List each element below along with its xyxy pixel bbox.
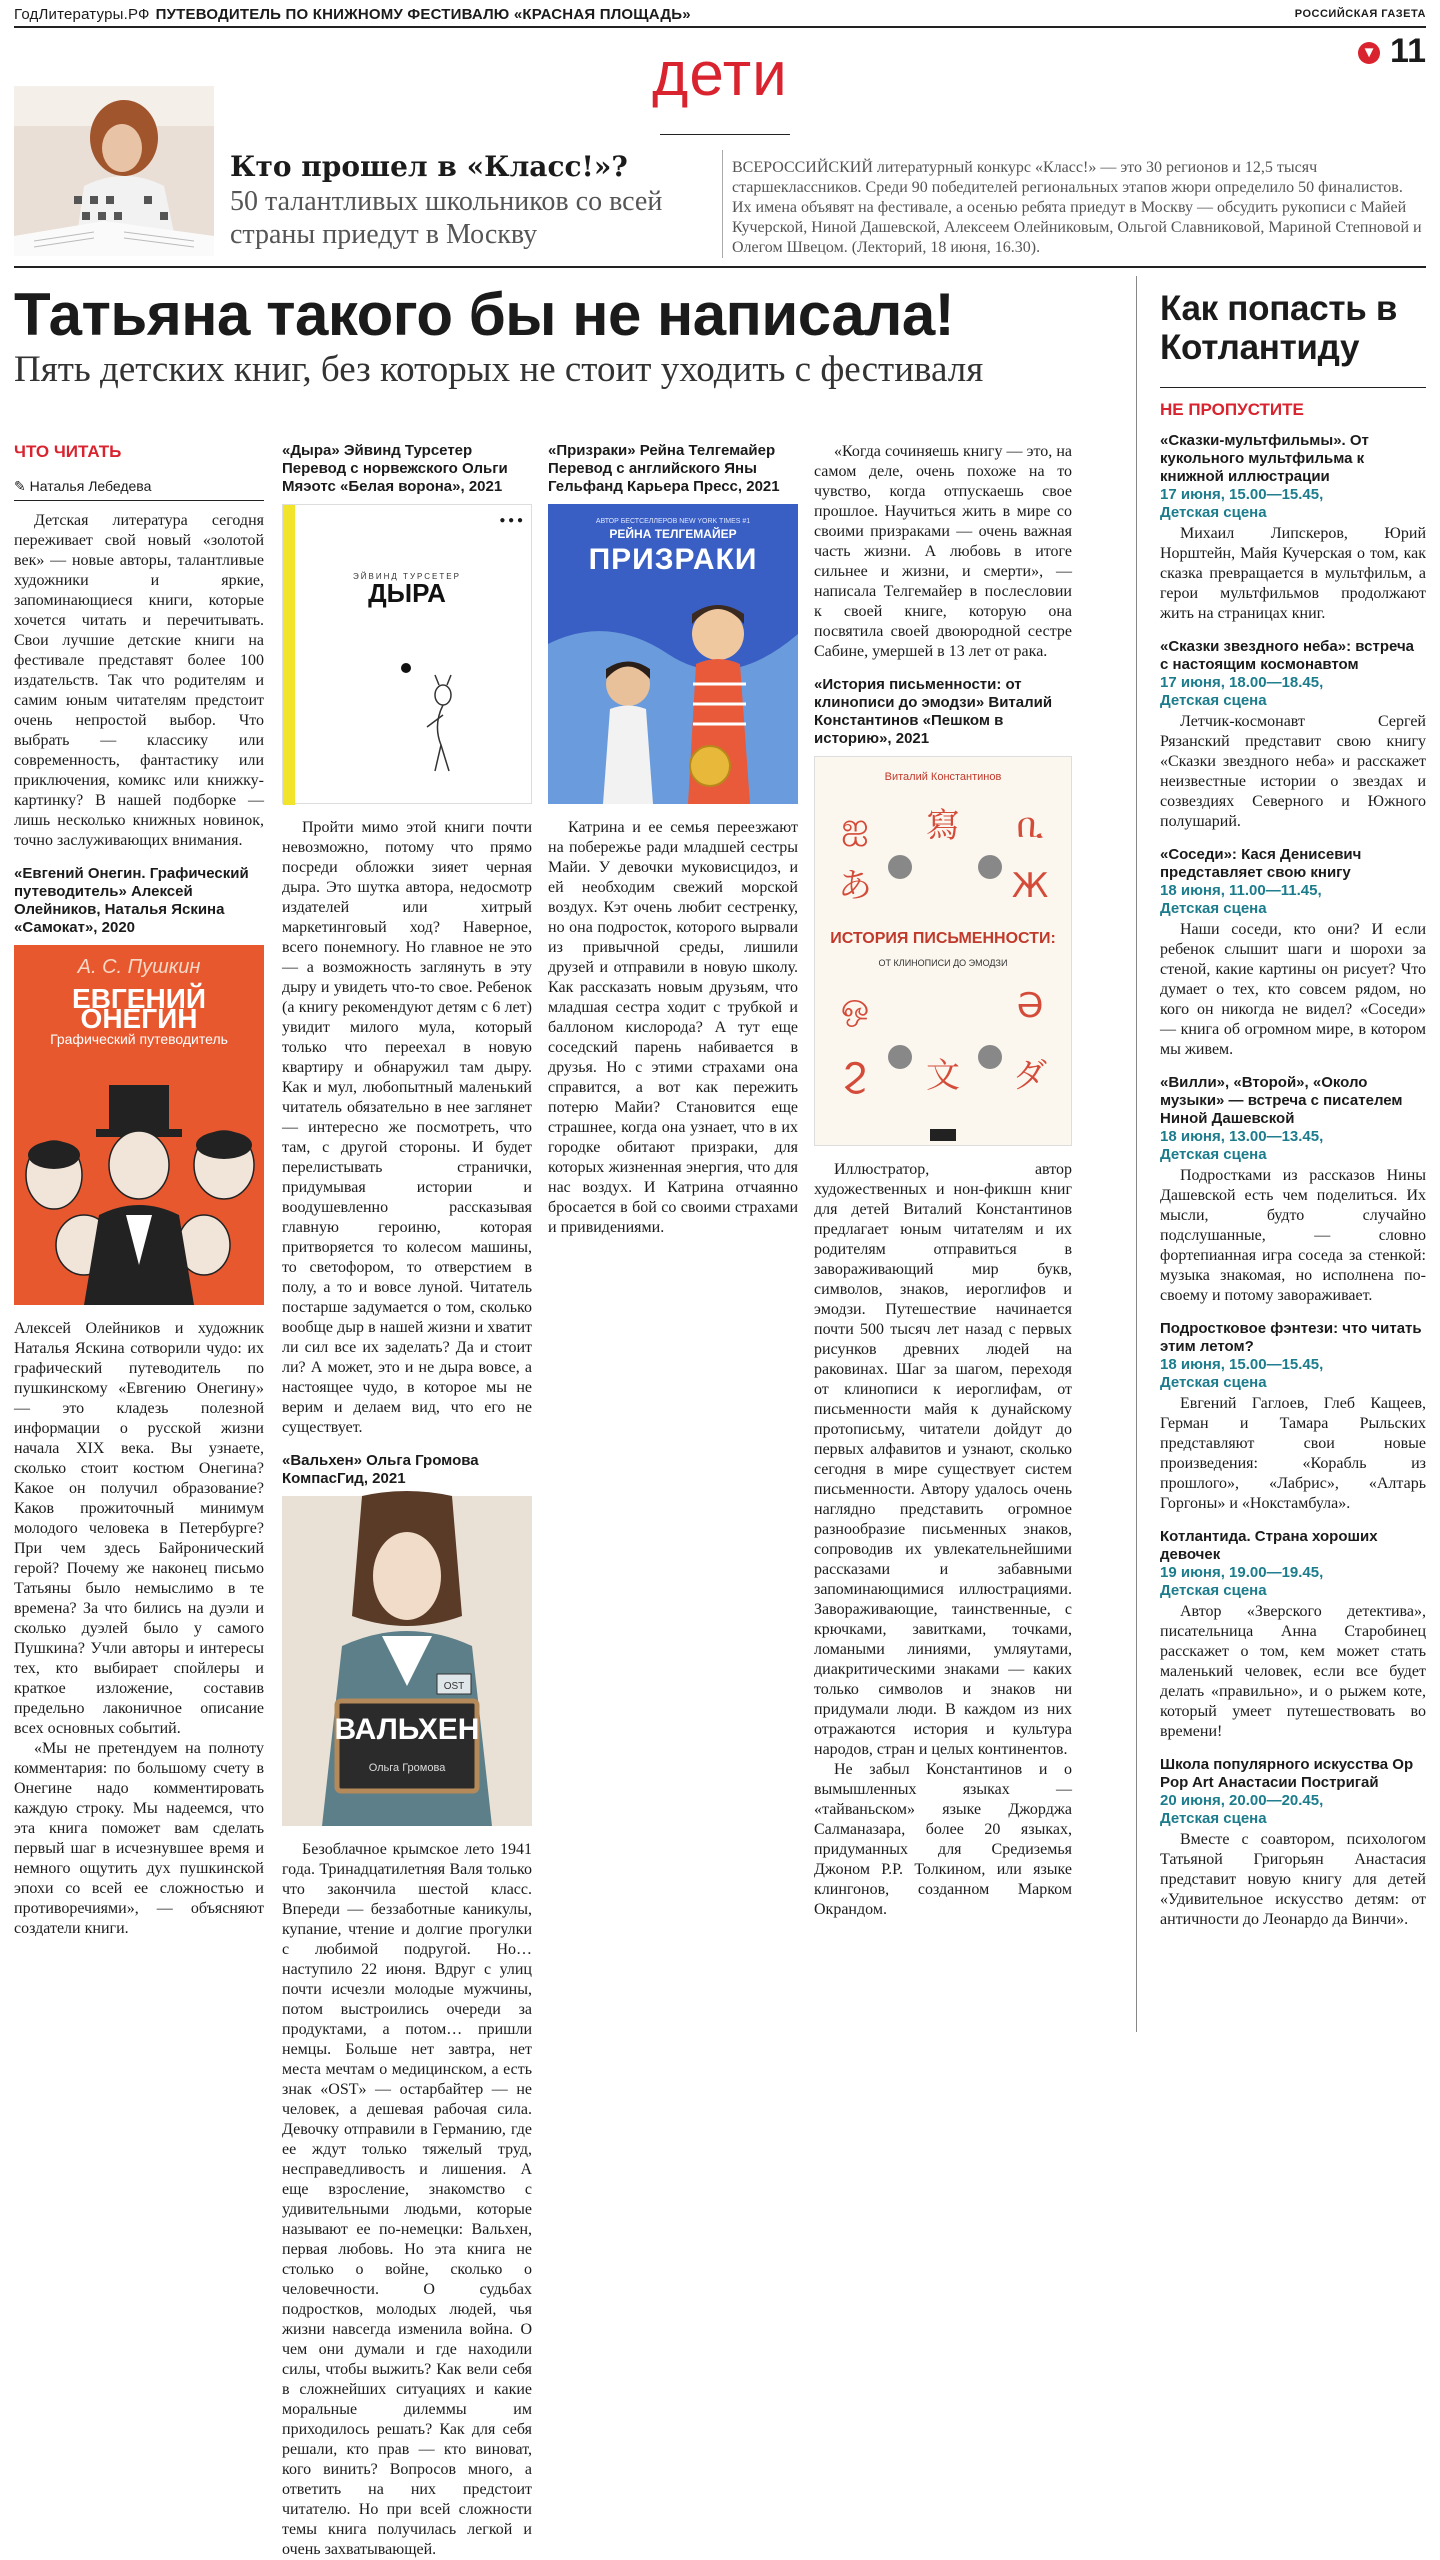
event-venue: Детская сцена [1160,504,1267,521]
pen-icon: ✎ [14,478,30,494]
sidebar-divider [1136,276,1137,2032]
book1-cover-subtitle: Графический путеводитель [50,1031,228,1047]
book5-illustration [815,757,1073,1147]
event-title: Школа популярного искусства Op Pop Art Анастасии Постригай [1160,1756,1414,1791]
event-venue: Детская сцена [1160,900,1267,917]
svg-text:ஐ: ஐ [841,806,869,846]
book2-hole [401,663,411,673]
article-kicker: ЧТО ЧИТАТЬ [14,442,122,461]
event-description: Вместе с соавтором, психологом Татьяной Григорьян Анастасия представит новую книгу для детей «Удивительное искусство детям: от античности до Леонардо да Винчи». [1160,1831,1426,1928]
event-item [1160,1528,1426,1742]
book1-cover-author: А. С. Пушкин [77,956,201,978]
svg-text:文: 文 [926,1056,960,1096]
article-author: ✎ Наталья Лебедева [14,476,264,501]
section-title: дети [652,40,788,109]
event-item [1160,432,1426,624]
book4-cover-top: АВТОР БЕСТСЕЛЛЕРОВ NEW YORK TIMES #1 [595,518,751,525]
event-time: 18 июня, 13.00—13.45, [1160,1128,1324,1145]
book5-review: Иллюстратор, автор художественных и нон-фикшн книг для детей Виталий Константинов предлагает юным читателям и их родителям отправиться в завораживающий мир букв, символов, знаков, иероглифов и эмодзи. Путешествие начинается почти 500 тысяч лет назад с первых рисунков древних людей на раковинах. Шаг за шагом, переходя от клинописи к иероглифам, от письменности майя к дунайскому протописьму, читатели дойдут до первых алфавитов и узнают, сколько сегодня в мире существует систем письменности. Автору удалось очень наглядно представить огромное разнообразие письменных знаков, сопроводив их увлекательнейшими рассказами и забавными запоминающимися иллюстрациями. Завораживающие, таинственные, с крючками, завитками, точками, ломаными линиями, умляутами, диакритическими знаками — каких только символов и знаков ни придумали люди. В каждом из них отражаются история и культура народов, стран и целых континентов. [814,1161,1072,1758]
event-title: «Соседи»: Кася Денисевич представляет свою книгу [1160,846,1362,881]
event-title: «Сказки звездного неба»: встреча с настоящим космонавтом [1160,638,1414,673]
sidebar-title: Как попасть в Котлантиду [1160,289,1398,367]
article-intro: Детская литература сегодня переживает свой новый «золотой век» — новые авторы, талантливые художники и яркие, запоминающиеся книги, которые хочется читать и перечитывать. Свои лучшие детские книги на фестивале представят более 100 издательств. Так что родителям и самим юным читателям предстоит очень непростой выбор. Что выбрать — классику или современность, фантастику или приключения, комикс или книжку-картинку? В нашей подборке — лишь несколько книжных новинок, точно заслуживающих внимания. [14,512,264,849]
subheadline: Пять детских книг, без которых не стоит уходить с фестиваля [14,349,984,390]
page-number: ▼ 11 [1358,32,1426,71]
sidebar [1160,290,1426,1944]
svg-text:寫: 寫 [926,806,960,846]
book1-cover [14,945,264,1305]
ost-badge-text: OST [443,1681,465,1692]
event-time: 18 июня, 15.00—15.45, [1160,1356,1324,1373]
book4-cover-author: РЕЙНА ТЕЛГЕМАЙЕР [609,527,737,541]
event-description: Михаил Липскеров, Юрий Норштейн, Майя Кучерская о том, как сказка превращается в мультфильм, а герои мультфильмов продолжают жить на страницах книг. [1160,525,1426,622]
book2-badges: ● ● ● [499,515,523,526]
column-2 [282,442,532,2558]
book3-review-start: Безоблачное крымское лето 1941 года. Тринадцатилетняя Валя только что закончила шестой класс. Впереди — беззаботные каникулы, купание, чтение и долгие прогулки с любимой подругой. Но… наступило 22 июня. Вдруг с улиц почти исчезли молодые мужчины, потом выстроились очереди за продуктами, а потом… пришли немцы. Больше нет завтра, нет места мечтам о медицинском, а есть знак «OST» — остарбайтер — не человек, а дешевая рабочая сила. Девочку отправили в Германию, где ее ждут только тяжелый труд, несправедливость и лишения. А еще взросление, знакомство с удивительными людьми, которые называют ее по-немецки: Вальхен, первая любовь. Но эта книга не столько о войне, сколько о человечности. О судьбах подростков, молодых людей, чья жизни навсегда изменила война. О чем они думали и где находили силы, чтобы выжить? Как вели себя в сложнейших ситуациях и какие моральные дилеммы им приходилось решать? Как для себя решали, кто прав — кто виноват, кого винить? Вопросов много, а ответить на них предстоит читателю. Но при всей сложности темы книга получилась легкой и очень захватывающей. [282,1841,532,2558]
book4-cover [548,504,798,804]
event-description: Евгений Гаглоев, Глеб Кащеев, Герман и Тамара Рыльских представляют свои новые произведения: «Корабль из прошлого», «Лабрис», «Алтарь Горгоны» и «Нокстамбула». [1160,1395,1426,1512]
event-item [1160,1320,1426,1514]
book3-cover [282,1496,532,1826]
column-3 [548,442,798,1238]
book5-cover-title: ИСТОРИЯ ПИСЬМЕННОСТИ: [830,930,1056,947]
event-description: Наши соседи, кто они? И если ребенок слышит шаги и шорохи за стеной, какие картины он рисует? Что думает о тех, кто совсем рядом, но кого он никогда не видел? «Соседи» — книга об огромном мире, в котором мы живем. [1160,921,1426,1058]
column-4 [814,442,1072,1920]
site-name[interactable]: ГодЛитературы.РФ [14,6,150,23]
book4-review: Катрина и ее семья переезжают на побережье ради младшей сестры Майи. У девочки муковисцидоз, и ей необходим свежий морской воздух. Кэт очень любит сестренку, но она подросток, которого вырвали из привычной среды, лишили друзей и отправили в новую школу. Как рассказать новым друзьям, что младшая сестра ходит с трубкой и баллоном кислорода? А тут еще соседский парень набивается в друзья. Но с этими страхами она справится, а вот как пережить потерю Майи? Становится еще страшнее, когда она узнает, что в их городке обитают призраки, для которых жизненная энергия, что для нас воздух. И Катрина отчаянно бросается в бой со своими страхами и привидениями. [548,819,798,1236]
book1-cover-title: ЕВГЕНИЙ ОНЕГИН [72,983,206,1034]
header-rule [14,266,1426,268]
book2-mule [413,675,473,775]
book2-heading: «Дыра» Эйвинд Турсетер Перевод с норвежского Ольги Мяэотс «Белая ворона», 2021 [282,442,508,495]
book5-heading: «История письменности: от клинописи до эмодзи» Виталий Константинов «Пешком в историю», 2021 [814,676,1053,747]
book5-cover [814,756,1072,1146]
book3-cover-title: ВАЛЬХЕН [334,1713,480,1746]
book1-illustration [14,1065,264,1305]
event-description: Подростками из рассказов Нины Дашевской есть чем поделиться. Их мысли, будто случайно подслушанные, — словно фортепианная игра соседа за стенкой: музыка знакомая, но исполнена по-своему и потому завораживает. [1160,1167,1426,1304]
section-rule [660,134,790,135]
book5-cover-author: Виталий Константинов [884,771,1002,783]
column-1 [14,442,264,1939]
promo-title: Кто прошел в «Класс!»? [230,150,628,183]
event-time: 20 июня, 20.00—20.45, [1160,1792,1324,1809]
book4-illustration [548,504,798,804]
promo-subtitle: 50 талантливых школьников со всей страны приедут в Москву [230,186,663,251]
promo-divider [722,150,723,258]
event-time: 17 июня, 18.00—18.45, [1160,674,1324,691]
svg-text:Ә: Ә [1016,986,1044,1026]
svg-text:ቢ: ቢ [1016,806,1044,846]
event-time: 18 июня, 11.00—11.45, [1160,882,1322,899]
book3-cover-author: Ольга Громова [368,1762,446,1774]
book4-cover-title: ПРИЗРАКИ [588,543,758,576]
book2-review: Пройти мимо этой книги почти невозможно, потому что прямо посреди обложки зияет черная дыра. Это шутка автора, недосмотр издателей или хитрый маркетинговый ход? Наверное, всего понемногу. Но главное не это — а возможность заглянуть в эту дыру и увидеть что-то свое. Ребенок (а книгу рекомендуют детям с 6 лет) увидит милого мула, который только что переехал в новую квартиру и обнаружил там дыру. Как и мул, любопытный маленький читатель обязательно в нее заглянет — интересно же посмотреть, что там, с другой стороны. И будет перелистывать странички, придумывая истории и воодушевленно рассказывая главную героиню, которая притворяется то колесом машины, то светофором, то отверстием в полу, а то и вовсе луной. Читатель постарше задумается о том, сколько вообще дыр в нашей жизни и хватит ли сил все их заделать? Да и стоит ли? А может, это и не дыра вовсе, а настоящее чудо, в которое мы не верим и делаем вид, что его не существует. [282,819,532,1436]
book3-heading: «Вальхен» Ольга Громова КомпасГид, 2021 [282,1452,479,1487]
book4-quote: «Когда сочиняешь книгу — это, на самом деле, очень похоже на то чувство, когда отпускаешь свое прошлое. Научиться жить в мире со своими призраками — очень важная часть жизни. А любовь в итоге сильнее и жизни, и смерти», — написала Телгемайер в послесловии к своей книге, которую она посвятила своей двоюродной сестре Сабине, умершей в 13 лет от рака. [814,443,1072,660]
event-time: 19 июня, 19.00—19.45, [1160,1564,1324,1581]
newspaper-name: РОССИЙСКАЯ ГАЗЕТА [1294,8,1426,20]
event-time: 17 июня, 15.00—15.45, [1160,486,1324,503]
headline: Татьяна такого бы не написала! [14,281,955,348]
event-venue: Детская сцена [1160,1146,1267,1163]
arrow-down-icon: ▼ [1358,42,1380,64]
event-venue: Детская сцена [1160,1582,1267,1599]
top-rule [14,26,1426,28]
sidebar-kicker: НЕ ПРОПУСТИТЕ [1160,400,1304,419]
book5-cover-subtitle: ОТ КЛИНОПИСИ ДО ЭМОДЗИ [878,958,1008,968]
event-item [1160,846,1426,1060]
svg-text:あ: あ [838,866,872,906]
promo-photo [14,86,214,256]
book2-cover-author: ЭЙВИНД ТУРСЕТЕР [353,572,461,581]
book2-cover-title: ДЫРА [368,578,446,608]
book2-cover [282,504,532,804]
event-item [1160,1074,1426,1306]
svg-text:ஒ: ஒ [840,986,870,1026]
svg-text:Ϩ: Ϩ [843,1056,867,1096]
event-description: Автор «Зверского детектива», писательница Анна Старобинец расскажет о том, кем может стать маленький человек, если все будет делать «правильно», и о рыжем коте, который умеет путешествовать во времени! [1160,1603,1426,1740]
book1-review: Алексей Олейников и художник Наталья Яскина сотворили чудо: их графический путеводитель по пушкинскому «Евгению Онегину» — это кладезь полезной информации о русской жизни начала XIX века. Вы узнаете, сколько стоит костюм Онегина? Какое он получил образование? Каков прожиточный минимум молодого человека в Петербурге? При чем здесь Байронический герой? Почему же наконец письмо Татьяны было немыслимо в те времена? За что бились на дуэли и сколько дуэлей было у самого Пушкина? Учли авторы и интересы тех, кто выбирает спойлеры и краткое изложение, составив предельно лаконичное описание всех основных событий. [14,1320,264,1737]
event-title: Котлантида. Страна хороших девочек [1160,1528,1378,1563]
event-item [1160,638,1426,832]
event-description: Летчик-космонавт Сергей Рязанский представит свою книгу «Сказки звездного неба» и расскажет неизвестные истории о звездах и созвездиях Северного и Южного полушарий. [1160,713,1426,830]
event-title: «Сказки-мультфильмы». От кукольного мультфильма к книжной иллюстрации [1160,432,1369,485]
book1-heading: «Евгений Онегин. Графический путеводитель» Алексей Олейников, Наталья Яскина «Самокат», 2020 [14,865,249,936]
book4-heading: «Призраки» Рейна Телгемайер Перевод с английского Яны Гельфанд Карьера Пресс, 2021 [548,442,780,495]
book1-quote: «Мы не претендуем на полноту комментария: по большому счету в Онегине надо комментировать каждую строку. Мы надеемся, что эта книга поможет вам сделать первый шаг в исчезнувшее время и немного ощутить дух пушкинской эпохи со всей ее сложностью и противоречиями», — объясняют создатели книги. [14,1740,264,1937]
event-title: Подростковое фэнтези: что читать этим летом? [1160,1320,1422,1355]
sidebar-rule [1160,387,1426,388]
event-title: «Вилли», «Второй», «Около музыки» — встреча с писателем Ниной Дашевской [1160,1074,1403,1127]
top-bar [14,4,1426,26]
guide-title: ПУТЕВОДИТЕЛЬ ПО КНИЖНОМУ ФЕСТИВАЛЮ «КРАСНАЯ ПЛОЩАДЬ» [155,6,691,23]
event-venue: Детская сцена [1160,1810,1267,1827]
book5-languages: Не забыл Константинов и о вымышленных языках — «тайваньском» языке Джорджа Салманазара, более 20 языках, придуманных для Средиземья Джоном Р.Р. Толкином, или языке клингонов, созданном Марком Окрандом. [814,1761,1072,1918]
event-venue: Детская сцена [1160,1374,1267,1391]
promo-text: ВСЕРОССИЙСКИЙ литературный конкурс «Класс!» — это 30 регионов и 12,5 тысяч старшеклассников. Среди 90 победителей региональных этапов жюри определило 50 финалистов. Их имена объявят на фестивале, а осенью ребята приедут в Москву — обсудить рукописи с Майей Кучерской, Ниной Дашевской, Алексеем Олейниковым, Ольгой Славниковой, Мариной Степновой и Олегом Швецом. (Лекторий, 18 июня, 16.30). [732,159,1422,256]
svg-text:ダ: ダ [1013,1056,1047,1096]
event-item [1160,1756,1426,1930]
svg-text:Ж: Ж [1011,866,1049,906]
event-venue: Детская сцена [1160,692,1267,709]
